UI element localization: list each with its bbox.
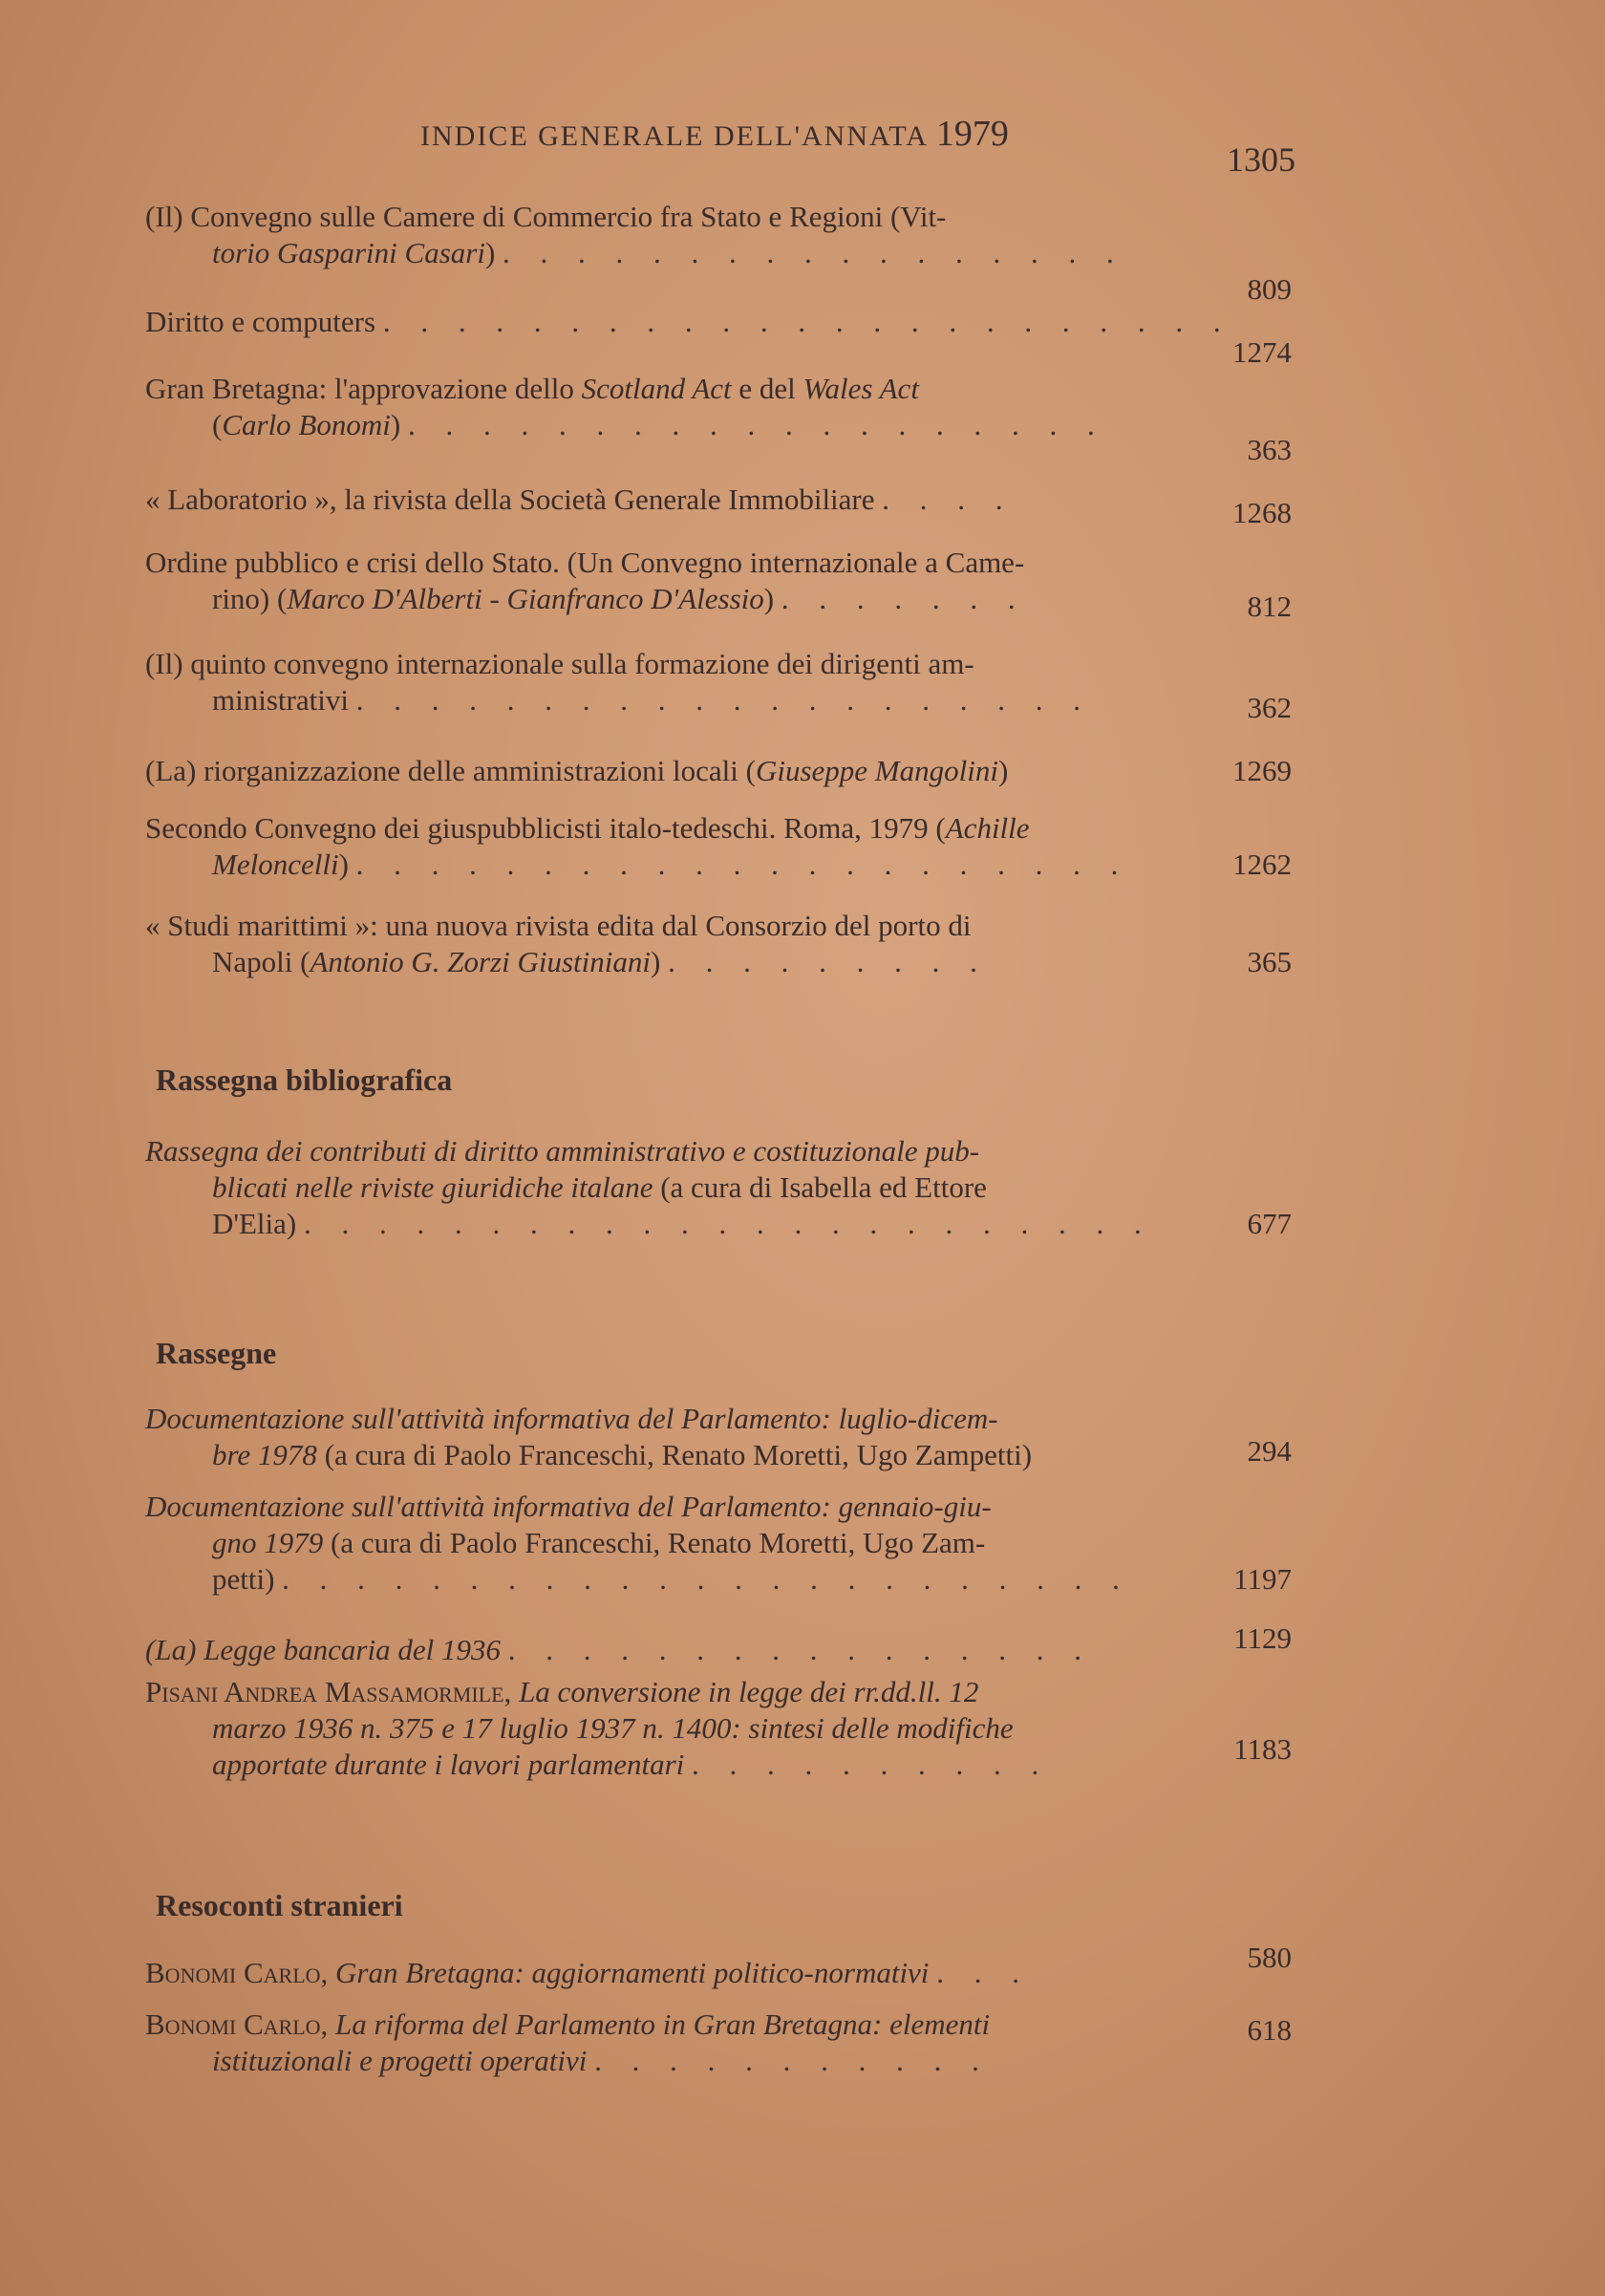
entry-text-cont: D'Elia)	[212, 1207, 297, 1240]
entry-text-cont: apportate durante i lavori parlamentari	[212, 1748, 685, 1781]
index-entry	[145, 1401, 1292, 1473]
entry-text: Gran Bretagna: l'approvazione dello Scotland Act e del Wales Act	[145, 372, 919, 405]
index-entry: Bonomi Carlo, La riforma del Parlamento in Gran Bretagna: elementi istituzionali e progetti operativi . . . . . . . . . . . 618	[145, 2007, 1292, 2077]
entry-text-cont: (Carlo Bonomi) . . . . . . . . . . . . . . . . . . .	[212, 408, 1106, 441]
entry-page: 294	[1247, 1434, 1292, 1468]
entry-author: Marco D'Alberti - Gianfranco D'Alessio	[287, 582, 764, 615]
index-entry	[145, 1621, 1292, 1668]
entry-author: Pisani Andrea Massamormile,	[145, 1675, 520, 1708]
page-number: 1305	[1227, 140, 1295, 179]
entry-author: Carlo Bonomi	[222, 408, 391, 441]
entry-page: 1262	[1232, 848, 1292, 881]
entry-text-cont: gno 1979 (a cura di Paolo Franceschi, Renato Moretti, Ugo Zam-	[212, 1526, 986, 1559]
entry-text: (La) Legge bancaria del 1936 . . . . . . . . . . . . . . . .	[145, 1633, 1093, 1666]
entry-text: (La) riorganizzazione delle amministrazioni locali (Giuseppe Mangolini)	[145, 754, 1009, 787]
entry-text-cont: istituzionali e progetti operativi	[212, 2044, 588, 2077]
entry-text: « Laboratorio », la rivista della Società Generale Immobiliare	[145, 483, 875, 516]
entry-text-cont: rino) (Marco D'Alberti - Gianfranco D'Alessio) . . . . . . .	[212, 582, 1027, 615]
entry-text-cont: petti)	[212, 1562, 275, 1596]
section-title-resoconti: Resoconti stranieri	[156, 1888, 403, 1922]
entry-text-cont: ministrativi	[212, 683, 349, 717]
entry-text: « Studi marittimi »: una nuova rivista edita dal Consorzio del porto di	[145, 909, 972, 942]
entry-page: 809	[1247, 272, 1292, 306]
entry-text-cont: Napoli (Antonio G. Zorzi Giustiniani) . . . . . . . . .	[212, 945, 989, 978]
index-entry: (Il) quinto convegno internazionale sulla formazione dei dirigenti am- ministrativi . . . . . . . . . . . . . . . . . . . . 362	[145, 647, 1292, 724]
entry-author: Meloncelli	[212, 848, 339, 881]
entry-text: (Il) quinto convegno internazionale sulla formazione dei dirigenti am-	[145, 647, 974, 680]
entry-page: 365	[1247, 945, 1292, 978]
entry-text: Ordine pubblico e crisi dello Stato. (Un Convegno internazionale a Came-	[145, 546, 1025, 579]
index-entry: Pisani Andrea Massamormile, La conversione in legge dei rr.dd.ll. 12 marzo 1936 n. 375 e 17 luglio 1937 n. 1400: sintesi delle modifiche apportate durante i lavori parlamentari . . . . . . . . . . 1183	[145, 1675, 1292, 1781]
index-entry: Diritto e computers . . . . . . . . . . . . . . . . . . . . . . . 1274	[145, 305, 1292, 369]
entry-author: Bonomi Carlo,	[145, 1956, 336, 1989]
entry-page: 618	[1247, 2013, 1292, 2047]
index-entry	[145, 908, 1292, 980]
entry-page: 1274	[1232, 335, 1292, 369]
index-entry	[145, 199, 1292, 306]
entry-text: Rassegna dei contributi di diritto amministrativo e costituzionale pub-	[145, 1134, 980, 1168]
entry-text-cont: Meloncelli) . . . . . . . . . . . . . . . . . . . . .	[212, 848, 1130, 881]
entry-page: 1269	[1232, 754, 1292, 787]
entry-text: Diritto e computers	[145, 305, 376, 338]
running-head-title: INDICE GENERALE DELL'ANNATA	[420, 120, 929, 152]
entry-page: 580	[1247, 1941, 1292, 1974]
running-head	[420, 113, 1009, 155]
entry-page: 362	[1247, 691, 1292, 724]
entry-text-cont: marzo 1936 n. 375 e 17 luglio 1937 n. 1400: sintesi delle modifiche	[212, 1711, 1014, 1745]
entry-text-cont: blicati nelle riviste giuridiche italane (a cura di Isabella ed Ettore	[212, 1170, 987, 1204]
entry-page: 1183	[1233, 1732, 1292, 1766]
entry-author: Bonomi Carlo,	[145, 2007, 336, 2041]
entry-text: Pisani Andrea Massamormile, La conversione in legge dei rr.dd.ll. 12	[145, 1675, 979, 1708]
entry-text-cont: bre 1978 (a cura di Paolo Franceschi, Renato Moretti, Ugo Zampetti)	[212, 1438, 1033, 1471]
entry-text: (Il) Convegno sulle Camere di Commercio fra Stato e Regioni (Vit-	[145, 200, 947, 233]
index-entry	[145, 371, 1292, 466]
section-title-bibliografica: Rassegna bibliografica	[156, 1062, 453, 1097]
index-entry: Rassegna dei contributi di diritto amministrativo e costituzionale pub- blicati nelle riviste giuridiche italane (a cura di Isabella ed Ettore D'Elia) . . . . . . . . . . . . . . . . . . . . . . . 677	[145, 1134, 1292, 1240]
entry-text: Bonomi Carlo, Gran Bretagna: aggiornamenti politico-normativi . . .	[145, 1956, 1031, 1989]
entry-page: 363	[1247, 433, 1292, 466]
entry-page: 1268	[1232, 496, 1292, 529]
entry-text: Secondo Convegno dei giuspubblicisti italo-tedeschi. Roma, 1979 (Achille	[145, 811, 1030, 845]
entry-page: 1129	[1233, 1621, 1292, 1655]
running-head-year: 1979	[935, 114, 1009, 154]
index-entry	[145, 810, 1292, 883]
index-entry: Documentazione sull'attività informativa del Parlamento: gennaio-giu- gno 1979 (a cura di Paolo Franceschi, Renato Moretti, Ugo Zam- petti) . . . . . . . . . . . . . . . . . . . . . . . 1197	[145, 1490, 1292, 1596]
index-entry	[145, 1941, 1292, 1991]
index-entry	[145, 545, 1292, 623]
entry-author: torio Gasparini Casari	[212, 236, 485, 269]
entry-text-cont: torio Gasparini Casari) . . . . . . . . . . . . . . . . .	[212, 236, 1125, 269]
entry-text: Documentazione sull'attività informativa del Parlamento: luglio-dicem-	[145, 1402, 998, 1435]
entry-text: Documentazione sull'attività informativa del Parlamento: gennaio-giu-	[145, 1490, 992, 1523]
entry-page: 677	[1247, 1207, 1292, 1240]
entry-author: Giuseppe Mangolini	[755, 754, 998, 787]
entry-text: Bonomi Carlo, La riforma del Parlamento in Gran Bretagna: elementi	[145, 2007, 991, 2041]
entry-author: Antonio G. Zorzi Giustiniani	[310, 945, 651, 978]
index-entry	[145, 753, 1292, 789]
entry-page: 812	[1247, 590, 1292, 623]
entry-page: 1197	[1233, 1562, 1292, 1596]
index-entry: « Laboratorio », la rivista della Società Generale Immobiliare . . . . 1268	[145, 483, 1292, 529]
section-title-rassegne: Rassegne	[156, 1336, 277, 1370]
